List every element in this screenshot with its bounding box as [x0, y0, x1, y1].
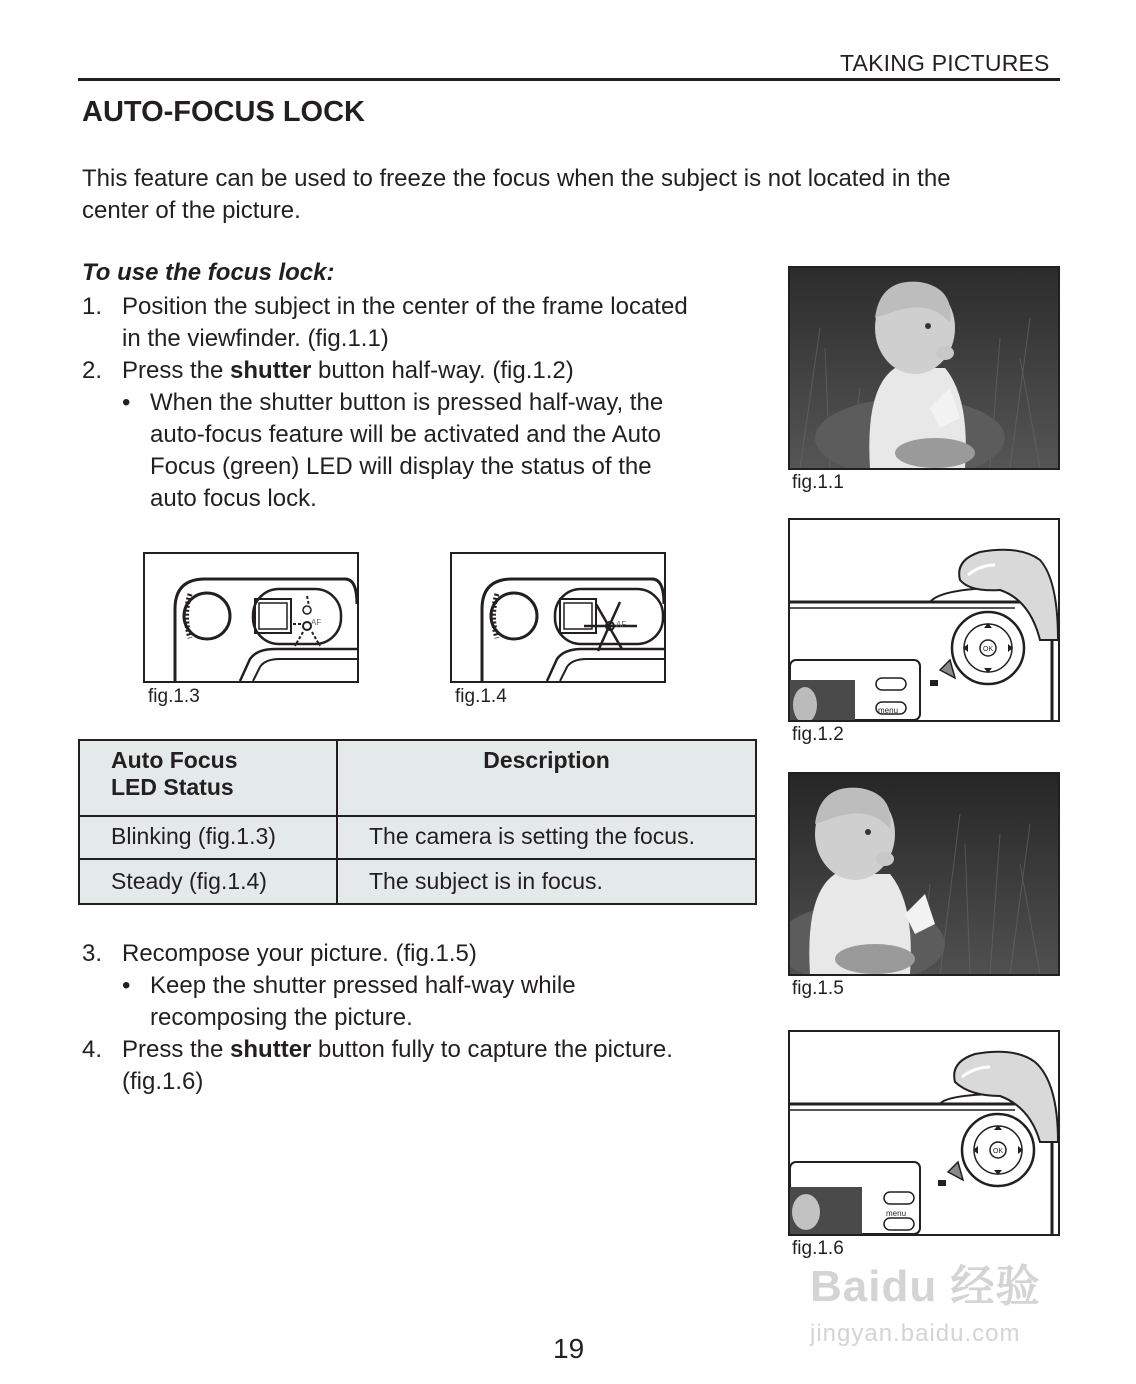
step-text: Recompose your picture. (fig.1.5) [122, 940, 477, 967]
fig-1-3-illustration [143, 552, 359, 683]
steps-list-top [82, 291, 762, 521]
bullet-text: recomposing the picture. [150, 1004, 413, 1031]
fig-1-5-photo [788, 772, 1060, 976]
fig-1-2-illustration [788, 518, 1060, 722]
step-text: Press the shutter button fully to capture the picture. [122, 1036, 673, 1063]
bullet-text: auto-focus feature will be activated and the Auto [150, 421, 661, 448]
table-cell-status: Steady (fig.1.4) [79, 859, 337, 904]
table-header-description: Description [337, 740, 756, 816]
child-centered-photo [790, 268, 1058, 468]
step-number: 1. [82, 293, 103, 320]
bullet: • [122, 389, 131, 416]
intro-line: center of the picture. [82, 197, 301, 224]
table-cell-description: The subject is in focus. [337, 859, 756, 904]
bullet-text: Keep the shutter pressed half-way while [150, 972, 576, 999]
baidu-watermark [810, 1250, 1040, 1348]
child-recomposed-photo [790, 774, 1058, 974]
fig-1-1-caption: fig.1.1 [792, 472, 844, 493]
step-text: Position the subject in the center of the frame located [122, 293, 688, 320]
step-text: in the viewfinder. (fig.1.1) [122, 325, 389, 352]
bullet-text: When the shutter button is pressed half-way, the [150, 389, 664, 416]
fig-1-3-caption: fig.1.3 [148, 686, 200, 707]
fig-1-4-illustration [450, 552, 666, 683]
page-title: AUTO-FOCUS LOCK [82, 96, 366, 128]
table-header-row [79, 740, 756, 816]
bullet-text: Focus (green) LED will display the status of the [150, 453, 652, 480]
af-led-status-table [78, 739, 757, 905]
camera-top-blinking-led [145, 554, 357, 681]
step-number: 4. [82, 1036, 103, 1063]
step-number: 3. [82, 940, 103, 967]
header-rule [78, 78, 1060, 81]
fig-1-6-caption: fig.1.6 [792, 1238, 844, 1259]
intro-line: This feature can be used to freeze the focus when the subject is not located in the [82, 165, 951, 192]
table-header-status [79, 740, 337, 816]
watermark-brand: Baidu 经验 [810, 1262, 1041, 1311]
shutter-keyword: shutter [230, 357, 312, 384]
table-row [79, 816, 756, 859]
watermark-url: jingyan.baidu.com [810, 1320, 1021, 1347]
step-text: Press the shutter button half-way. (fig.1.2) [122, 357, 574, 384]
bullet-text: auto focus lock. [150, 485, 317, 512]
ok-label: OK [993, 1148, 1004, 1155]
menu-label: menu [878, 706, 899, 715]
ok-label: OK [983, 646, 994, 653]
step-text: (fig.1.6) [122, 1068, 204, 1095]
table-cell-description: The camera is setting the focus. [337, 816, 756, 859]
camera-back-full-press [790, 1032, 1058, 1234]
camera-back-half-press [790, 520, 1058, 720]
af-label: AF [311, 618, 322, 627]
fig-1-1-photo [788, 266, 1060, 470]
steps-list-bottom [82, 938, 762, 1108]
fig-1-5-caption: fig.1.5 [792, 978, 844, 999]
table-row [79, 859, 756, 904]
shutter-keyword: shutter [230, 1036, 312, 1063]
page-number: 19 [553, 1333, 585, 1364]
fig-1-4-caption: fig.1.4 [455, 686, 507, 707]
section-header: TAKING PICTURES [840, 50, 1050, 76]
fig-1-6-illustration [788, 1030, 1060, 1236]
subheading: To use the focus lock: [82, 259, 335, 286]
header-line: Auto Focus [111, 747, 238, 773]
menu-label: menu [886, 1209, 907, 1218]
step-number: 2. [82, 357, 103, 384]
bullet: • [122, 972, 131, 999]
af-label: AF [616, 620, 627, 629]
table-cell-status: Blinking (fig.1.3) [79, 816, 337, 859]
intro-paragraph [82, 163, 1062, 227]
header-line: LED Status [111, 774, 234, 800]
fig-1-2-caption: fig.1.2 [792, 724, 844, 745]
camera-top-steady-led [452, 554, 664, 681]
